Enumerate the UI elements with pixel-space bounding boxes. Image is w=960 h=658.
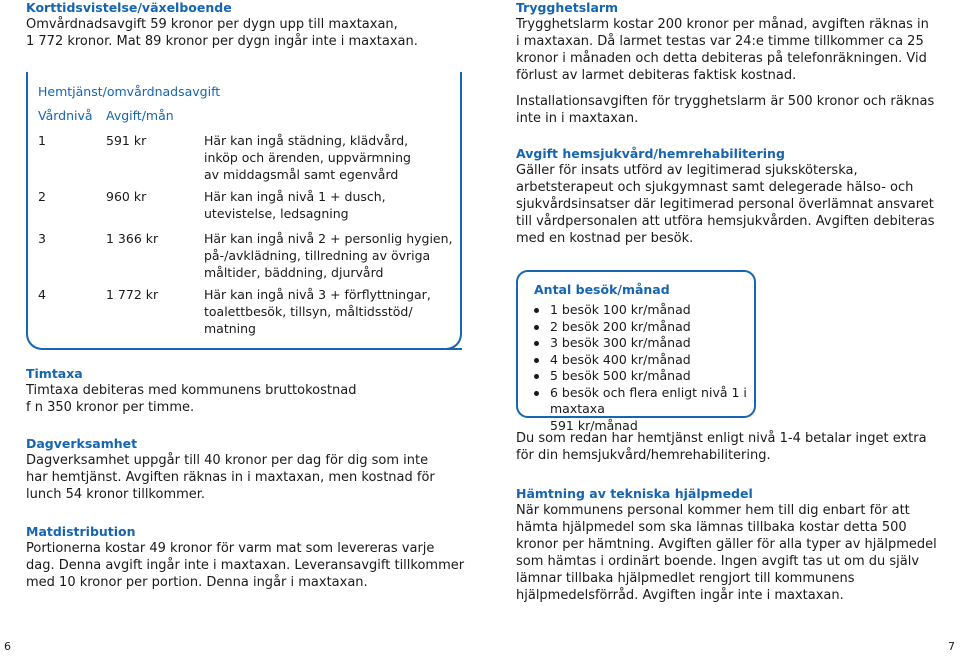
row-desc xyxy=(204,188,464,222)
text-hjalpmedel-4: som hämtas i ordinärt boende. Ingen avgift tas ut om du själv xyxy=(516,554,920,569)
text-hemsjukvard-4: till vårdpersonalen att utföra hemsjukvården. Avgiften debiteras xyxy=(516,214,935,229)
row-fee: 591 kr xyxy=(106,133,147,148)
text-hjalpmedel-5: lämnar tillbaka hjälpmedlet rengjort till kommunens xyxy=(516,571,855,586)
heading-hjalpmedel: Hämtning av tekniska hjälpmedel xyxy=(516,486,753,501)
text-hjalpmedel-6: hjälpmedelsförråd. Avgiften ingår inte i maxtaxan. xyxy=(516,588,844,603)
text-hemsjukvard-2: arbetsterapeut och sjukgymnast samt delegerade hälso- och xyxy=(516,180,914,195)
row-level: 1 xyxy=(38,133,46,148)
section-hemsjukvard xyxy=(516,146,956,247)
text-hjalpmedel-2: hämta hjälpmedel som ska lämnas tillbaka kostar detta 500 xyxy=(516,520,907,535)
row-desc-line: utevistelse, ledsagning xyxy=(204,206,349,221)
row-fee: 960 kr xyxy=(106,189,147,204)
text-matdistribution-3: med 10 kronor per portion. Denna ingår i maxtaxan. xyxy=(26,575,368,590)
row-desc-line: Här kan ingå nivå 2 + personlig hygien, xyxy=(204,231,453,246)
text-hjalpmedel-3: kronor per hämtning. Avgiften gäller för alla typer av hjälpmedel xyxy=(516,537,937,552)
text-hemsjukvard-3: sjukvårdsinsatser där legitimerad personal överlämnat ansvaret xyxy=(516,197,934,212)
heading-timtaxa: Timtaxa xyxy=(26,366,83,381)
text-matdistribution-1: Portionerna kostar 49 kronor för varm mat som levereras varje xyxy=(26,541,435,556)
section-dagverksamhet xyxy=(26,436,476,503)
section-redan xyxy=(516,430,956,464)
heading-trygghetslarm: Trygghetslarm xyxy=(516,0,619,15)
text-installation-2: inte in i maxtaxan. xyxy=(516,111,639,126)
row-desc xyxy=(204,286,464,337)
list-item-continuation: 591 kr/månad xyxy=(550,417,638,433)
row-desc-line: Här kan ingå städning, klädvård, xyxy=(204,133,409,148)
list-item: 6 besök och flera enligt nivå 1 i maxtaxa xyxy=(518,385,754,418)
text-redan-2: för din hemsjukvård/hemrehabilitering. xyxy=(516,448,771,463)
section-timtaxa xyxy=(26,366,466,416)
section-hjalpmedel xyxy=(516,486,956,604)
text-korttid-2: 1 772 kronor. Mat 89 kronor per dygn ingår inte i maxtaxan. xyxy=(26,34,418,49)
row-desc-line: Här kan ingå nivå 3 + förflyttningar, xyxy=(204,287,431,302)
row-desc xyxy=(204,230,464,281)
heading-dagverksamhet: Dagverksamhet xyxy=(26,436,138,451)
page-number-right: 7 xyxy=(948,640,955,653)
heading-hemsjukvard: Avgift hemsjukvård/hemrehabilitering xyxy=(516,146,785,161)
section-trygghetslarm xyxy=(516,0,956,127)
text-dagverksamhet-2: har hemtjänst. Avgiften räknas in i maxtaxan, men kostnad för xyxy=(26,470,435,485)
row-fee: 1 772 kr xyxy=(106,287,159,302)
list-item: 3 besök 300 kr/månad xyxy=(518,335,754,352)
row-desc-line: måltider, bäddning, djurvård xyxy=(204,265,384,280)
row-level: 4 xyxy=(38,287,46,302)
row-fee: 1 366 kr xyxy=(106,231,159,246)
col-header-level: Vårdnivå xyxy=(38,108,93,123)
text-hemsjukvard-5: med en kostnad per besök. xyxy=(516,231,694,246)
row-level: 2 xyxy=(38,189,46,204)
text-dagverksamhet-3: lunch 54 kronor tillkommer. xyxy=(26,487,206,502)
heading-hemtjanst: Hemtjänst/omvårdnadsavgift xyxy=(38,84,221,99)
list-item: 4 besök 400 kr/månad xyxy=(518,352,754,369)
col-header-fee: Avgift/mån xyxy=(106,108,174,123)
list-item: 2 besök 200 kr/månad xyxy=(518,319,754,336)
text-trygghetslarm-2: i maxtaxan. Då larmet testas var 24:e timme tillkommer ca 25 xyxy=(516,34,924,49)
heading-matdistribution: Matdistribution xyxy=(26,524,136,539)
text-timtaxa-2: f n 350 kronor per timme. xyxy=(26,400,195,415)
row-desc-line: inköp och ärenden, uppvärmning xyxy=(204,150,411,165)
text-installation-1: Installationsavgiften för trygghetslarm är 500 kronor och räknas xyxy=(516,94,935,109)
row-desc-line: matning xyxy=(204,321,256,336)
heading-besok: Antal besök/månad xyxy=(534,282,670,297)
text-trygghetslarm-3: kronor i månaden och detta debiteras på telefonräkningen. Vid xyxy=(516,51,927,66)
list-item: 1 besök 100 kr/månad xyxy=(518,302,754,319)
text-korttid-1: Omvårdnadsavgift 59 kronor per dygn upp till maxtaxan, xyxy=(26,17,398,32)
besok-box xyxy=(516,270,756,433)
text-dagverksamhet-1: Dagverksamhet uppgår till 40 kronor per dag för dig som inte xyxy=(26,453,429,468)
list-item: 5 besök 500 kr/månad xyxy=(518,368,754,385)
heading-korttid: Korttidsvistelse/växelboende xyxy=(26,0,232,15)
text-hjalpmedel-1: När kommunens personal kommer hem till dig enbart för att xyxy=(516,503,910,518)
row-desc-line: på-/avklädning, tillredning av övriga xyxy=(204,248,431,263)
besok-list xyxy=(518,302,754,418)
text-matdistribution-2: dag. Denna avgift ingår inte i maxtaxan. Leveransavgift tillkommer xyxy=(26,558,465,573)
text-trygghetslarm-1: Trygghetslarm kostar 200 kronor per månad, avgiften räknas in xyxy=(516,17,929,32)
row-desc xyxy=(204,132,464,183)
text-redan-1: Du som redan har hemtjänst enligt nivå 1-4 betalar inget extra xyxy=(516,431,927,446)
row-level: 3 xyxy=(38,231,46,246)
text-hemsjukvard-1: Gäller för insats utförd av legitimerad sjuksköterska, xyxy=(516,163,858,178)
row-desc-line: av middagsmål samt egenvård xyxy=(204,167,399,182)
text-trygghetslarm-4: förlust av larmet debiteras faktisk kostnad. xyxy=(516,68,797,83)
row-desc-line: toalettbesök, tillsyn, måltidsstöd/ xyxy=(204,304,413,319)
section-matdistribution xyxy=(26,524,486,591)
row-desc-line: Här kan ingå nivå 1 + dusch, xyxy=(204,189,386,204)
text-timtaxa-1: Timtaxa debiteras med kommunens bruttokostnad xyxy=(26,383,357,398)
section-korttid xyxy=(26,0,456,50)
page-number-left: 6 xyxy=(4,640,11,653)
